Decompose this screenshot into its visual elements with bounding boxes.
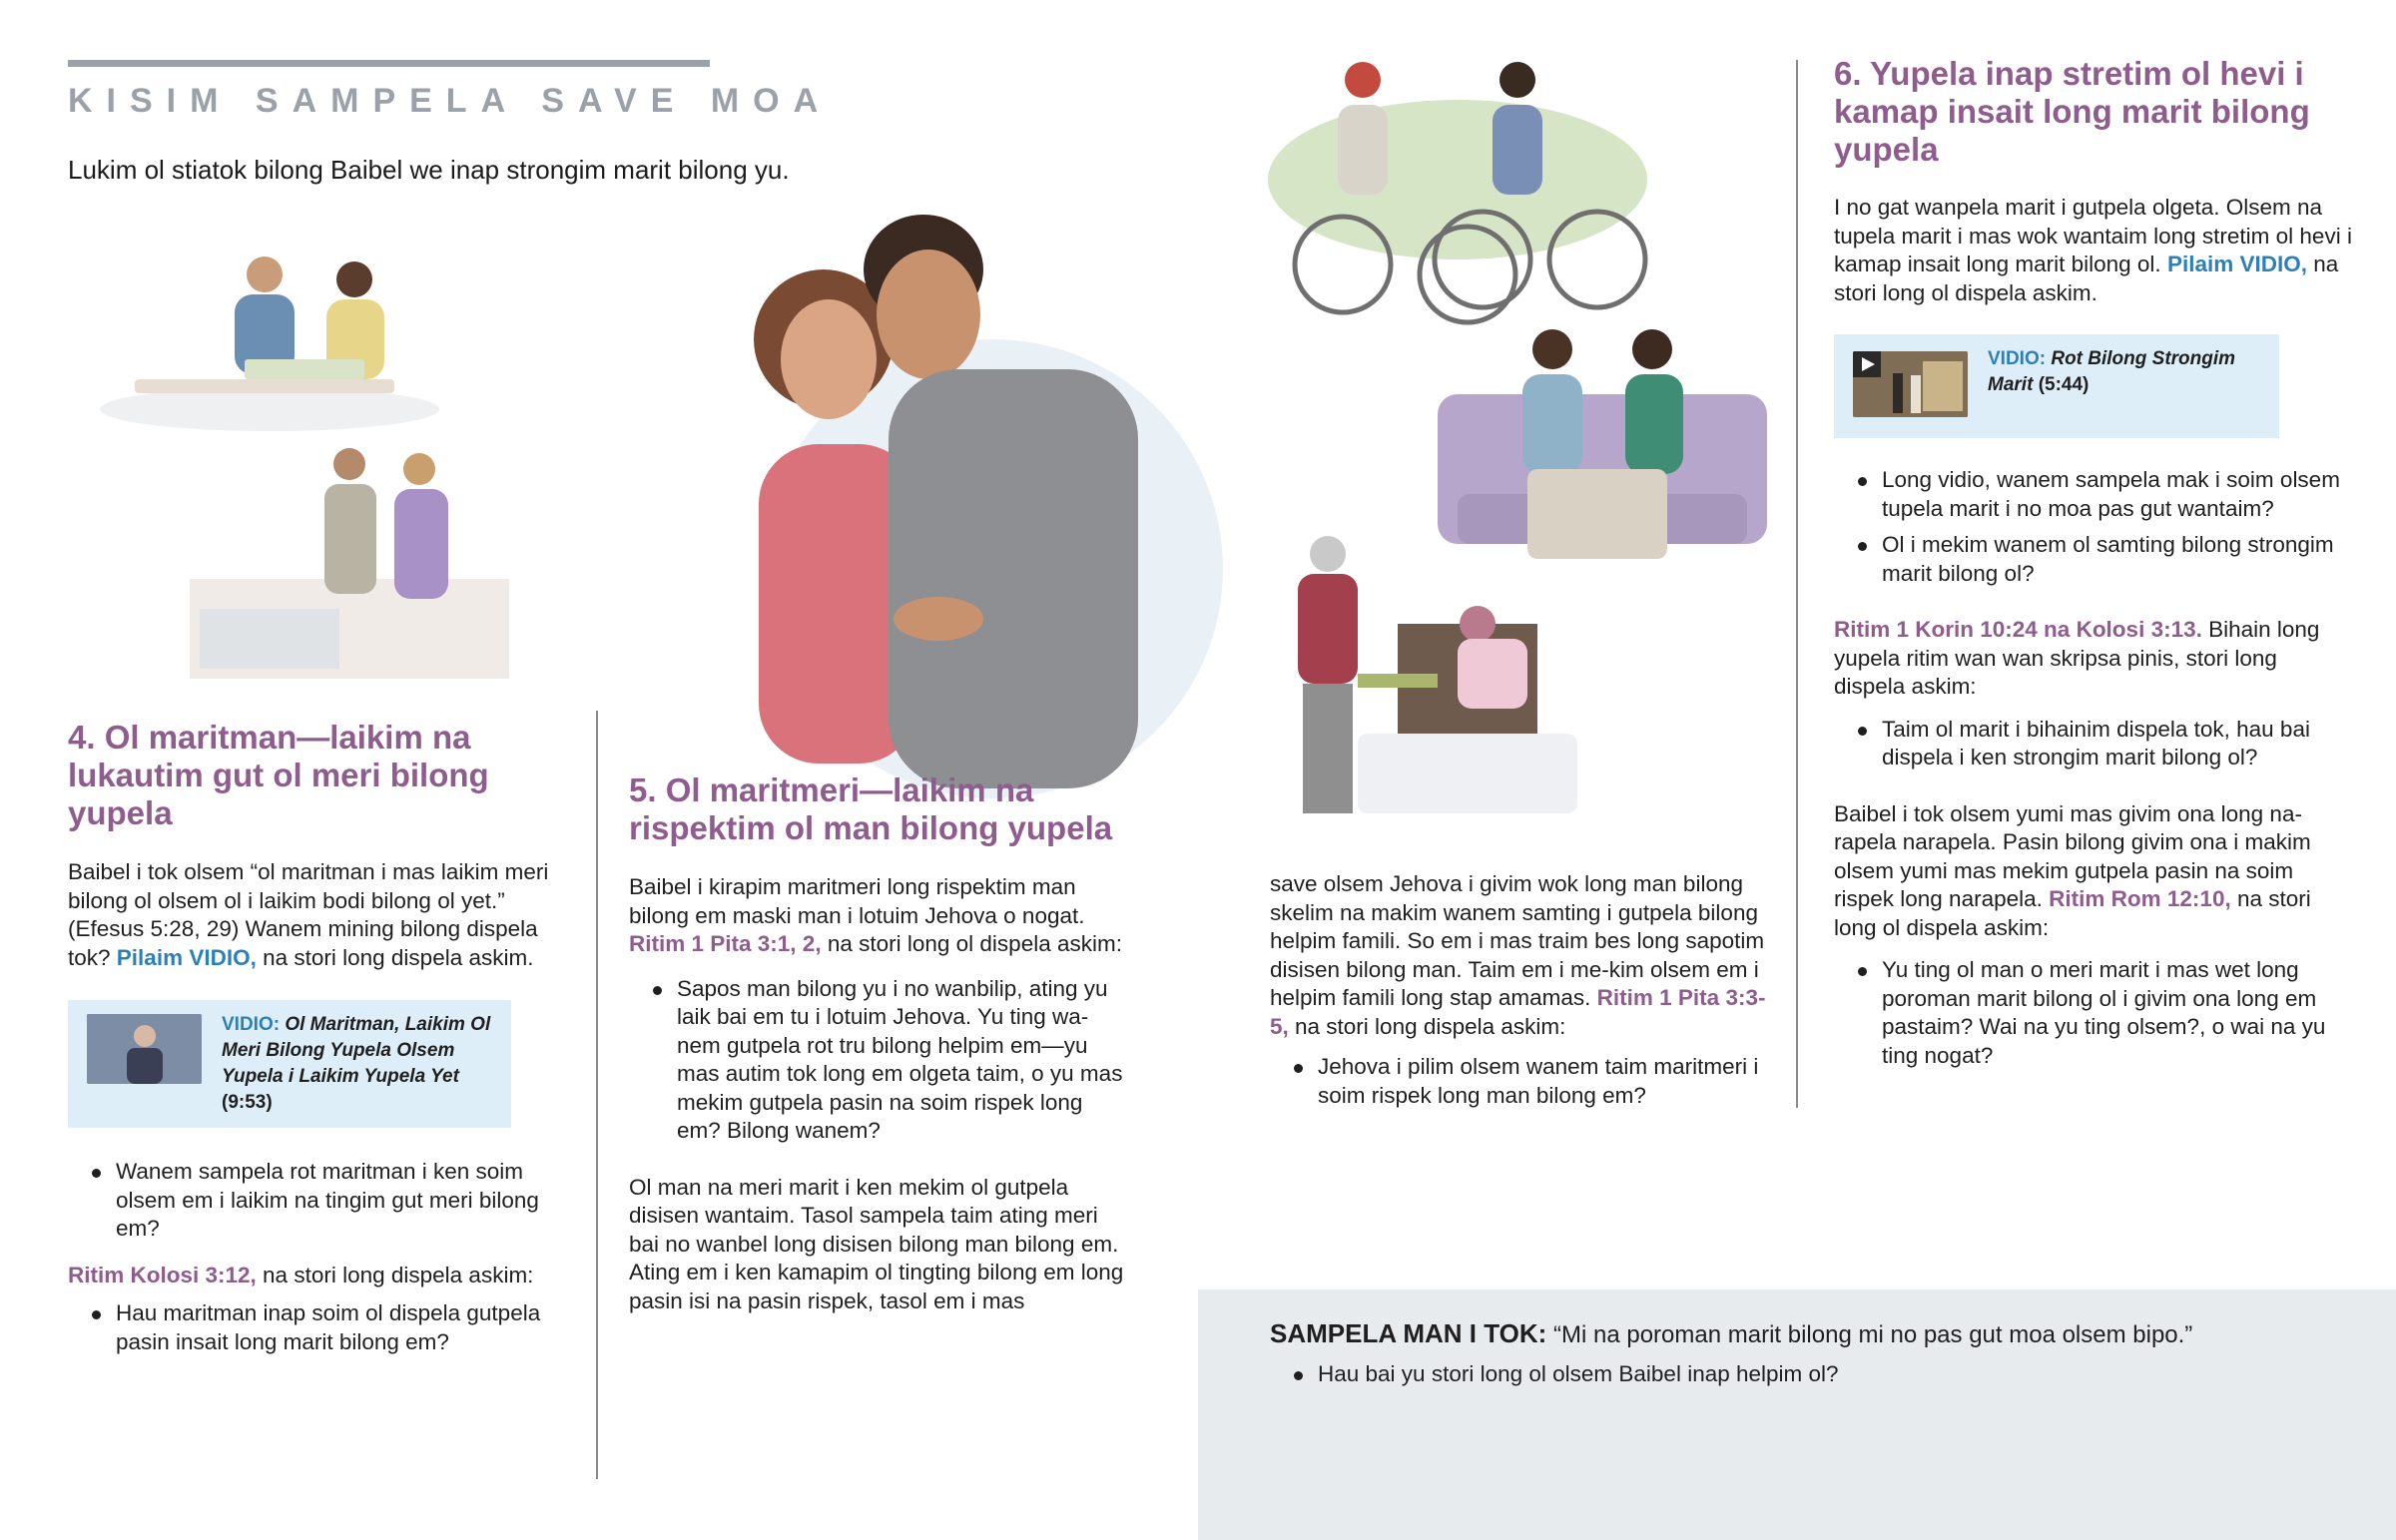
section4-paragraph [68,858,577,972]
sample-quote-line [1270,1319,2348,1350]
caring-for-sick-wife-illustration [1268,534,1617,848]
question-bullet: Hau bai yu stori long ol olsem Baibel inap helpim ol? [1270,1360,2348,1389]
section6-text-2: Baibel i tok olsem yumi mas givim ona long na-rapela narapela. Pasin bilong givim ona i makim olsem yumi mas mekim gutpela pasin na soim rispek long narapela. [1834,800,2311,911]
scripture-reference[interactable]: Ritim 1 Pita 3:3-5, [1270,985,1766,1039]
video-card-rot-bilong-strongim-marit[interactable] [1834,334,2279,438]
couple-studying-illustration [95,240,444,439]
video-card-maritman[interactable] [68,1000,511,1128]
scripture-reference[interactable]: Ritim Rom 12:10, [2049,886,2231,911]
couple-cooking-illustration [190,439,509,679]
section4-heading: 4. Ol maritman—laikim na lukautim gut ol meri bilong yupela [68,719,489,831]
section6-text-end: na stori long ol dispela askim. [1834,252,2339,305]
video-caption [1988,346,2267,398]
video-thumbnail[interactable] [1853,351,1968,417]
section5-text-end: na stori long ol dispela askim: [821,931,1122,956]
question-bullet: Sapos man bilong yu i no wanbilip, ating yu laik bai em tu i lotuim Jehova. Yu ting wa-nem gutpela rot tru bilong helpim em—yu mas autim tok long em olgeta taim, o yu mas mekim gutpela pasin na soim rispek long em? Bilong wanem? [629,975,1128,1146]
section4-body [68,858,577,972]
scripture-reference[interactable]: Ritim 1 Pita 3:1, 2, [629,931,822,956]
video-label: VIDIO: [1988,348,2047,369]
column-divider-left [596,711,598,1479]
bullet-list [629,975,1128,1146]
play-video-link[interactable]: Pilaim VIDIO, [116,944,257,970]
bullet-list [1834,716,2353,772]
scripture-reference[interactable]: Ritim 1 Korin 10:24 na Kolosi 3:13. [1834,617,2202,642]
section4-questions [68,1158,577,1356]
video-caption [222,1012,491,1116]
section6-questions [1834,466,2353,1070]
section5-paragraph [629,873,1128,959]
section5-body [629,873,1128,1315]
section4-text: Baibel i tok olsem “ol maritman i mas laikim meri bilong ol olsem ol i laikim bodi bilong ol yet.” (Efesus 5:28, 29) Wanem mining bilong dispela tok? [68,859,549,970]
section5-text: Baibel i kirapim maritmeri long rispektim man bilong em maski man i lotuim Jehova o nogat. [629,874,1085,928]
video-duration: (5:44) [2038,374,2090,395]
bullet-list [1270,1360,2348,1389]
video-label: VIDIO: [222,1014,281,1035]
bullet-list [1834,466,2353,588]
section6-body [1834,194,2353,307]
play-video-link[interactable]: Pilaim VIDIO, [2166,252,2307,276]
play-icon[interactable] [1853,351,1881,377]
speaker-thumbnail-icon [87,1014,202,1084]
section5-heading: 5. Ol maritmeri—laikim na rispektim ol man bilong yupela [629,771,1113,846]
section6-text: I no gat wanpela marit i gutpela olgeta. Olsem na tupela marit i mas wok wantaim long stretim ol hevi i kamap insait long marit bilong ol. [1834,195,2352,276]
sample-quote: “Mi na poroman marit bilong mi no pas gut moa olsem bipo.” [1546,1321,2193,1348]
read-instruction-text: Bihain long yupela ritim wan wan skripsa pinis, stori long dispela askim: [1834,617,2320,699]
couple-cycling-illustration [1253,60,1662,329]
section6-text-2-end: na stori long ol dispela askim: [1834,886,2311,940]
section5-continued [1270,870,1769,1110]
section5-text-3-end: na stori long dispela askim: [1288,1013,1566,1039]
bullet-list [1834,956,2353,1070]
section6-paragraph [1834,194,2353,307]
question-bullet: Jehova i pilim olsem wanem taim maritmeri i soim rispek long man bilong em? [1270,1053,1769,1110]
section5-paragraph-3 [1270,870,1769,1041]
video-duration: (9:53) [222,1092,273,1113]
top-rule [68,60,710,67]
intro-text: Lukim ol stiatok bilong Baibel we inap strongim marit bilong yu. [68,155,790,185]
section-kicker: KISIM SAMPELA SAVE MOA [68,82,833,120]
question-bullet: Wanem sampela rot maritman i ken soim olsem em i laikim na tingim gut meri bilong em? [68,1158,577,1244]
question-bullet: Ol i mekim wanem ol samting bilong strongim marit bilong ol? [1834,531,2353,588]
question-bullet: Yu ting ol man o meri marit i mas wet long poroman marit bilong ol i givim ona long em pastaim? Wai na yu ting olsem?, o wai na yu ting nogat? [1834,956,2353,1070]
section6-paragraph-2 [1834,800,2353,943]
video-title[interactable]: Rot Bilong Strongim Marit [1988,348,2236,395]
bullet-list [68,1158,577,1244]
sample-label: SAMPELA MAN I TOK: [1270,1318,1547,1348]
question-bullet: Long vidio, wanem sampela mak i soim olsem tupela marit i no moa pas gut wantaim? [1834,466,2353,523]
video-title[interactable]: Ol Maritman, Laikim Ol Meri Bilong Yupela Olsem Yupela i Laikim Yupela Yet [222,1014,491,1087]
sample-statement [1270,1319,2348,1388]
section5-text-3: save olsem Jehova i givim wok long man bilong skelim na makim wanem samting i gutpela bilong helpim famili. So em i mas traim bes long sapotim disisen bilong man. Taim em i me-kim olsem em i helpim famili long stap amamas. [1270,871,1765,1010]
section4-text-end: na stori long dispela askim. [256,944,534,970]
scripture-reference[interactable]: Ritim Kolosi 3:12, [68,1262,257,1287]
section6-heading: 6. Yupela inap stretim ol hevi i kamap insait long marit bilong yupela [1834,55,2310,168]
read-instruction-text: na stori long dispela askim: [256,1262,534,1287]
question-bullet: Hau maritman inap soim ol dispela gutpela pasin insait long marit bilong em? [68,1299,577,1356]
read-instruction [1834,616,2353,702]
question-bullet: Taim ol marit i bihainim dispela tok, hau bai dispela i ken strongim marit bilong ol? [1834,716,2353,772]
read-instruction [68,1262,577,1290]
bullet-list [68,1299,577,1356]
couple-holding-hands-illustration [589,195,1238,823]
section5-paragraph-2: Ol man na meri marit i ken mekim ol gutpela disisen wantaim. Tasol sampela taim ating meri bai no wanbel long disisen bilong man bilong em. Ating em i ken kamapim ol tingting bilong em long pasin isi na pasin rispek, tasol em i mas [629,1174,1124,1313]
video-thumbnail[interactable] [87,1014,202,1084]
bullet-list [1270,1053,1769,1110]
column-divider-right [1796,60,1798,1108]
